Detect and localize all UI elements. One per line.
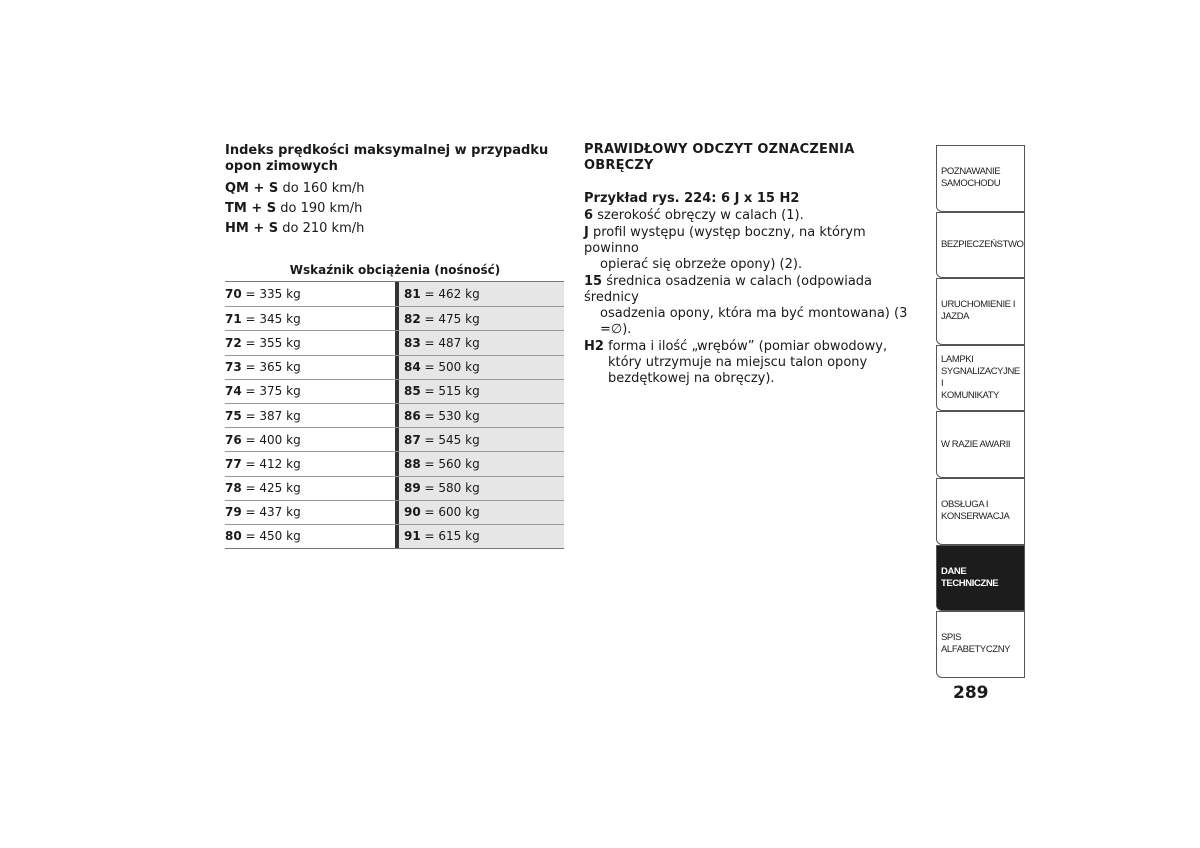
- load-cell-right: [399, 356, 564, 379]
- load-cell-right: [399, 282, 564, 306]
- load-value: = 560 kg: [424, 456, 480, 471]
- load-value: = 530 kg: [424, 408, 480, 423]
- load-cell-right: [399, 501, 564, 524]
- load-value: = 365 kg: [245, 360, 301, 375]
- rim-definition-item: [584, 208, 919, 224]
- load-index: 76: [225, 432, 242, 447]
- load-index: 78: [225, 481, 242, 496]
- load-cell-left: [225, 331, 395, 354]
- load-value: = 580 kg: [424, 481, 480, 496]
- load-cell-right: [399, 331, 564, 354]
- load-index: 71: [225, 311, 242, 326]
- table-row: [225, 524, 564, 548]
- chapter-tab[interactable]: OBSŁUGA I KONSERWACJA: [936, 478, 1025, 545]
- speed-code: HM + S: [225, 221, 279, 236]
- load-value: = 475 kg: [424, 311, 480, 326]
- rim-section-title: PRAWIDŁOWY ODCZYT OZNACZENIA OBRĘCZY: [584, 142, 855, 173]
- table-row: [225, 476, 564, 500]
- table-row: [225, 306, 564, 330]
- rim-definition-item: [584, 339, 919, 387]
- speed-index-line: [225, 179, 565, 199]
- load-value: = 450 kg: [245, 529, 301, 544]
- load-index: 82: [404, 311, 421, 326]
- rim-definitions: [584, 208, 919, 387]
- load-value: = 335 kg: [245, 287, 301, 302]
- table-row: [225, 451, 564, 475]
- load-cell-right: [399, 404, 564, 427]
- load-value: = 400 kg: [245, 432, 301, 447]
- load-value: = 355 kg: [245, 335, 301, 350]
- load-value: = 412 kg: [245, 456, 301, 471]
- load-value: = 387 kg: [245, 408, 301, 423]
- rim-term: J: [584, 225, 589, 240]
- rim-description-continued: opierać się obrzeże opony) (2).: [600, 257, 803, 272]
- load-value: = 600 kg: [424, 505, 480, 520]
- load-index: 81: [404, 287, 421, 302]
- page-number: 289: [953, 683, 989, 703]
- table-row: [225, 403, 564, 427]
- load-cell-left: [225, 282, 395, 306]
- table-row: [225, 500, 564, 524]
- speed-code: QM + S: [225, 181, 279, 196]
- chapter-tabs: [936, 145, 1025, 678]
- load-index: 90: [404, 505, 421, 520]
- load-value: = 437 kg: [245, 505, 301, 520]
- load-cell-right: [399, 525, 564, 548]
- load-cell-left: [225, 501, 395, 524]
- load-index: 84: [404, 360, 421, 375]
- load-index: 72: [225, 335, 242, 350]
- load-cell-left: [225, 428, 395, 451]
- rim-description: forma i ilość „wrębów” (pomiar obwodowy,: [608, 339, 888, 354]
- load-cell-left: [225, 356, 395, 379]
- load-cell-left: [225, 525, 395, 548]
- load-cell-right: [399, 307, 564, 330]
- rim-definition-item: [584, 274, 919, 338]
- load-value: = 375 kg: [245, 384, 301, 399]
- rim-description: szerokość obręczy w calach (1).: [597, 208, 804, 223]
- speed-index-heading: Indeks prędkości maksymalnej w przypadku opon zimowych: [225, 143, 549, 174]
- chapter-tab[interactable]: DANE TECHNICZNE: [936, 545, 1025, 612]
- load-value: = 487 kg: [424, 335, 480, 350]
- load-index: 87: [404, 432, 421, 447]
- load-index: 80: [225, 529, 242, 544]
- load-index-table: [225, 281, 564, 549]
- load-index: 73: [225, 360, 242, 375]
- rim-term: H2: [584, 339, 604, 354]
- chapter-tab[interactable]: POZNAWANIE SAMOCHODU: [936, 145, 1025, 212]
- load-index: 91: [404, 529, 421, 544]
- speed-value: do 190 km/h: [280, 201, 363, 216]
- rim-term: 6: [584, 208, 594, 223]
- table-row: [225, 379, 564, 403]
- load-index: 77: [225, 456, 242, 471]
- load-cell-right: [399, 452, 564, 475]
- load-table-title: Wskaźnik obciążenia (nośność): [289, 263, 501, 277]
- rim-definition-item: [584, 225, 919, 273]
- chapter-tab[interactable]: BEZPIECZEŃSTWO: [936, 212, 1025, 279]
- chapter-tab[interactable]: LAMPKI SYGNALIZACYJNE I KOMUNIKATY: [936, 345, 1025, 412]
- speed-value: do 160 km/h: [282, 181, 365, 196]
- load-cell-right: [399, 428, 564, 451]
- load-value: = 545 kg: [424, 432, 480, 447]
- table-row: [225, 330, 564, 354]
- load-index: 75: [225, 408, 242, 423]
- speed-index-line: [225, 199, 565, 219]
- chapter-tab[interactable]: URUCHOMIENIE I JAZDA: [936, 278, 1025, 345]
- load-index: 70: [225, 287, 242, 302]
- load-index: 85: [404, 384, 421, 399]
- load-cell-left: [225, 404, 395, 427]
- load-cell-right: [399, 380, 564, 403]
- load-index: 74: [225, 384, 242, 399]
- load-value: = 345 kg: [245, 311, 301, 326]
- speed-code: TM + S: [225, 201, 277, 216]
- load-index: 83: [404, 335, 421, 350]
- chapter-tab[interactable]: SPIS ALFABETYCZNY: [936, 611, 1025, 678]
- speed-index-section: [225, 143, 565, 239]
- table-row: [225, 282, 564, 306]
- load-value: = 425 kg: [245, 481, 301, 496]
- chapter-tab[interactable]: W RAZIE AWARII: [936, 411, 1025, 478]
- rim-description: średnica osadzenia w calach (odpowiada średnicy: [584, 274, 873, 305]
- load-index: 79: [225, 505, 242, 520]
- load-cell-left: [225, 380, 395, 403]
- rim-description: profil występu (występ boczny, na którym powinno: [584, 225, 866, 256]
- table-row: [225, 355, 564, 379]
- load-cell-left: [225, 477, 395, 500]
- rim-description-continued: który utrzymuje na miejscu talon opony bezdętkowej na obręczy).: [608, 355, 868, 386]
- load-cell-right: [399, 477, 564, 500]
- speed-index-line: [225, 219, 565, 239]
- rim-term: 15: [584, 274, 603, 289]
- speed-value: do 210 km/h: [282, 221, 365, 236]
- load-cell-left: [225, 452, 395, 475]
- rim-example-title: Przykład rys. 224: 6 J x 15 H2: [584, 191, 800, 206]
- table-row: [225, 427, 564, 451]
- load-value: = 515 kg: [424, 384, 480, 399]
- load-value: = 500 kg: [424, 360, 480, 375]
- rim-marking-section: [584, 142, 919, 387]
- load-value: = 462 kg: [424, 287, 480, 302]
- load-index: 89: [404, 481, 421, 496]
- load-index: 88: [404, 456, 421, 471]
- rim-description-continued: osadzenia opony, która ma być montowana) (3 =∅).: [600, 306, 908, 337]
- load-index: 86: [404, 408, 421, 423]
- load-cell-left: [225, 307, 395, 330]
- load-value: = 615 kg: [424, 529, 480, 544]
